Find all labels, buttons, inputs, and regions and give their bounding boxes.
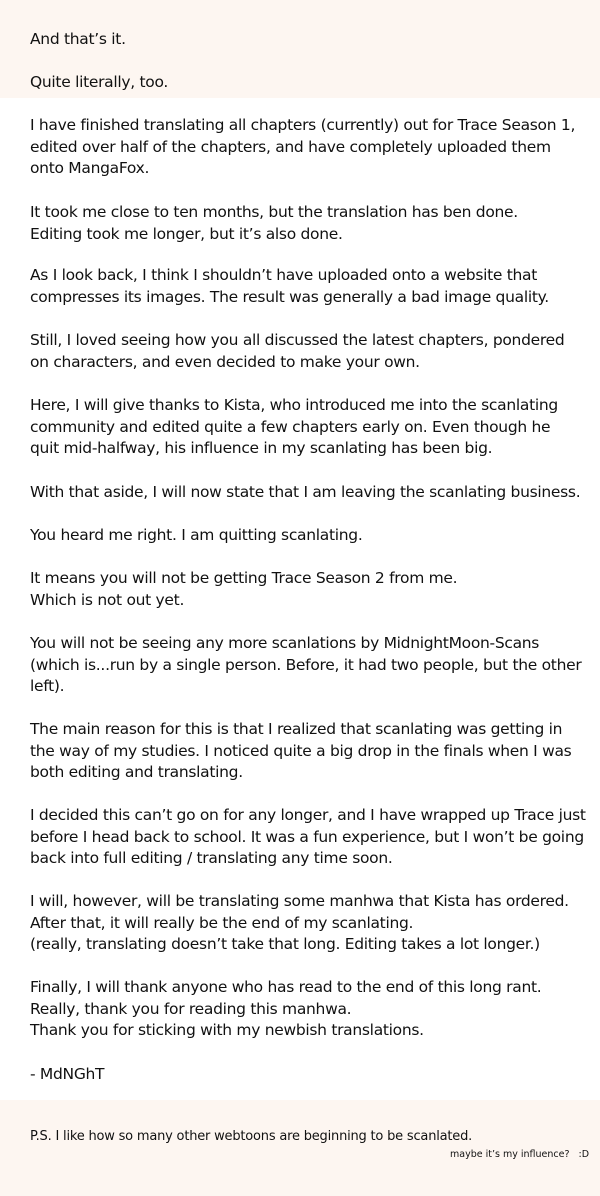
paragraph-look-back: As I look back, I think I shouldn’t have uploaded onto a website that compresses its images. The result was generally a bad image quality. bbox=[30, 266, 549, 306]
paragraph-opening: And that’s it. bbox=[30, 30, 126, 48]
paragraph-finished-translating: I have finished translating all chapters (currently) out for Trace Season 1, edited over half of the chapters, and have completely uploaded them onto MangaFox. bbox=[30, 116, 576, 177]
paragraph-loved-seeing: Still, I loved seeing how you all discussed the latest chapters, pondered on characters, and even decided to make your own. bbox=[30, 331, 565, 371]
postscript-aside: maybe it’s my influence? :D bbox=[450, 1149, 590, 1160]
signature: - MdNGhT bbox=[30, 1065, 105, 1083]
paragraph-quite-literally: Quite literally, too. bbox=[30, 73, 169, 91]
paragraph-main-reason: The main reason for this is that I realized that scanlating was getting in the way of my studies. I noticed quite a big drop in the finals when I was both editing and translating. bbox=[30, 720, 572, 781]
paragraph-wrapped-up: I decided this can’t go on for any longer, and I have wrapped up Trace just before I head back to school. It was a fun experience, but I won’t be going back into full editing / translating any time soon. bbox=[30, 806, 586, 867]
paragraph-no-more-scanlations: You will not be seeing any more scanlations by MidnightMoon-Scans (which is...run by a single person. Before, it had two people, but the other left). bbox=[30, 634, 582, 695]
paragraph-thank-you: Finally, I will thank anyone who has read to the end of this long rant. Really, thank you for reading this manhwa. Thank you for sticking with my newbish translations. bbox=[30, 978, 542, 1039]
paragraph-quitting: You heard me right. I am quitting scanlating. bbox=[30, 526, 363, 544]
postscript: P.S. I like how so many other webtoons are beginning to be scanlated. bbox=[30, 1129, 473, 1144]
paragraph-thanks-kista: Here, I will give thanks to Kista, who introduced me into the scanlating community and edited quite a few chapters early on. Even though he quit mid-halfway, his influence in my scanlating has been big. bbox=[30, 396, 558, 457]
paragraph-ten-months: It took me close to ten months, but the translation has ben done. Editing took me longer, but it’s also done. bbox=[30, 203, 518, 243]
paragraph-manhwa-kista: I will, however, will be translating some manhwa that Kista has ordered. After that, it will really be the end of my scanlating. (really, translating doesn’t take that long. Editing takes a lot longer.) bbox=[30, 892, 569, 953]
paragraph-leaving: With that aside, I will now state that I am leaving the scanlating business. bbox=[30, 483, 581, 501]
paragraph-season-2: It means you will not be getting Trace Season 2 from me. Which is not out yet. bbox=[30, 569, 458, 609]
